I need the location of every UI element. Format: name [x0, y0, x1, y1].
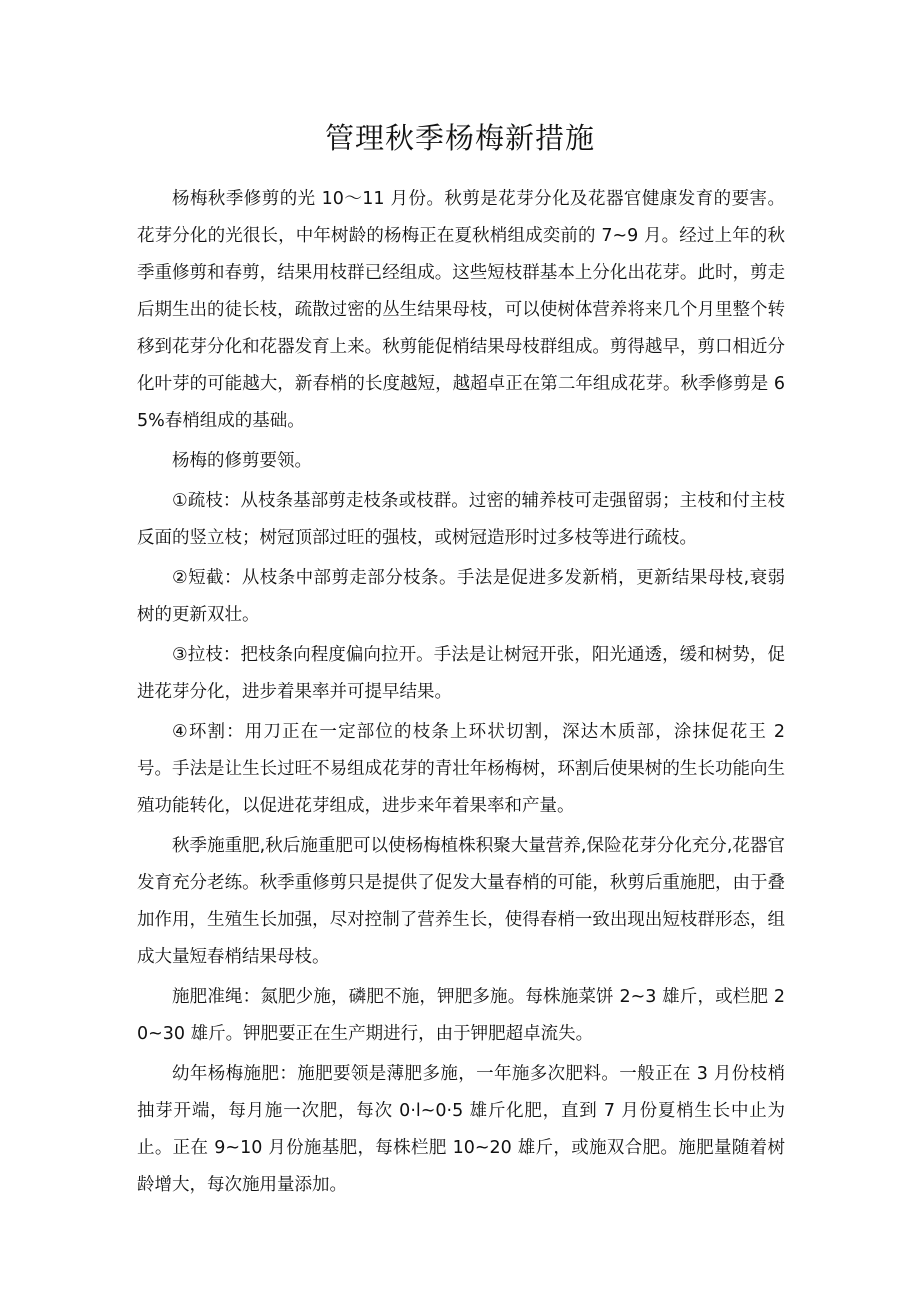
paragraph-young-tree-fertilizing: 幼年杨梅施肥：施肥要领是薄肥多施，一年施多次肥料。一般正在 3 月份枝梢抽芽开端，每月施一次肥，每次 0·l~0·5 雄斤化肥，直到 7 月份夏梢生长中止为止。正在 9~10 月份施基肥，每株栏肥 10~20 雄斤，或施双合肥。施肥量随着树龄增大，每次施用量添加。 — [137, 1064, 785, 1195]
paragraph-branch-pulling: ③拉枝：把枝条向程度偏向拉开。手法是让树冠开张，阳光通透，缓和树势，促进花芽分化，进步着果率并可提早结果。 — [137, 645, 785, 702]
paragraph-pruning-methods: 杨梅的修剪要领。 — [172, 451, 312, 471]
paragraph-fertilizing-rules: 施肥准绳：氮肥少施，磷肥不施，钾肥多施。每株施菜饼 2~3 雄斤，或栏肥 20~30 雄斤。钾肥要正在生产期进行，由于钾肥超卓流失。 — [137, 987, 785, 1044]
document-body — [137, 181, 785, 1207]
document-title: 管理秋季杨梅新措施 — [324, 121, 595, 155]
paragraph-girdling: ④环割：用刀正在一定部位的枝条上环状切割，深达木质部，涂抹促花王 2 号。手法是让生长过旺不易组成花芽的青壮年杨梅树，环割后使果树的生长功能向生殖功能转化，以促进花芽组成，进步来年着果率和产量。 — [137, 722, 785, 816]
paragraph-heading-back: ②短截：从枝条中部剪走部分枝条。手法是促进多发新梢，更新结果母枝,衰弱树的更新双壮。 — [137, 568, 785, 625]
paragraph-thinning: ①疏枝：从枝条基部剪走枝条或枝群。过密的辅养枝可走强留弱；主枝和付主枝反面的竖立枝；树冠顶部过旺的强枝，或树冠造形时过多枝等进行疏枝。 — [137, 491, 785, 548]
paragraph-autumn-pruning: 杨梅秋季修剪的光 10～11 月份。秋剪是花芽分化及花器官健康发育的要害。花芽分化的光很长，中年树龄的杨梅正在夏秋梢组成奕前的 7~9 月。经过上年的秋季重修剪和春剪，结果用枝群已经组成。这些短枝群基本上分化出花芽。此时，剪走后期生出的徒长枝，疏散过密的丛生结果母枝，可以使树体营养将来几个月里整个转移到花芽分化和花器发育上来。秋剪能促梢结果母枝群组成。剪得越早，剪口相近分化叶芽的可能越大，新春梢的长度越短，越超卓正在第二年组成花芽。秋季修剪是 65%春梢组成的基础。 — [137, 189, 785, 431]
paragraph-autumn-fertilizing: 秋季施重肥,秋后施重肥可以使杨梅植株积聚大量营养,保险花芽分化充分,花器官发育充分老练。秋季重修剪只是提供了促发大量春梢的可能，秋剪后重施肥，由于叠加作用，生殖生长加强，尽对控制了营养生长，使得春梢一致出现出短枝群形态，组成大量短春梢结果母枝。 — [137, 836, 785, 967]
